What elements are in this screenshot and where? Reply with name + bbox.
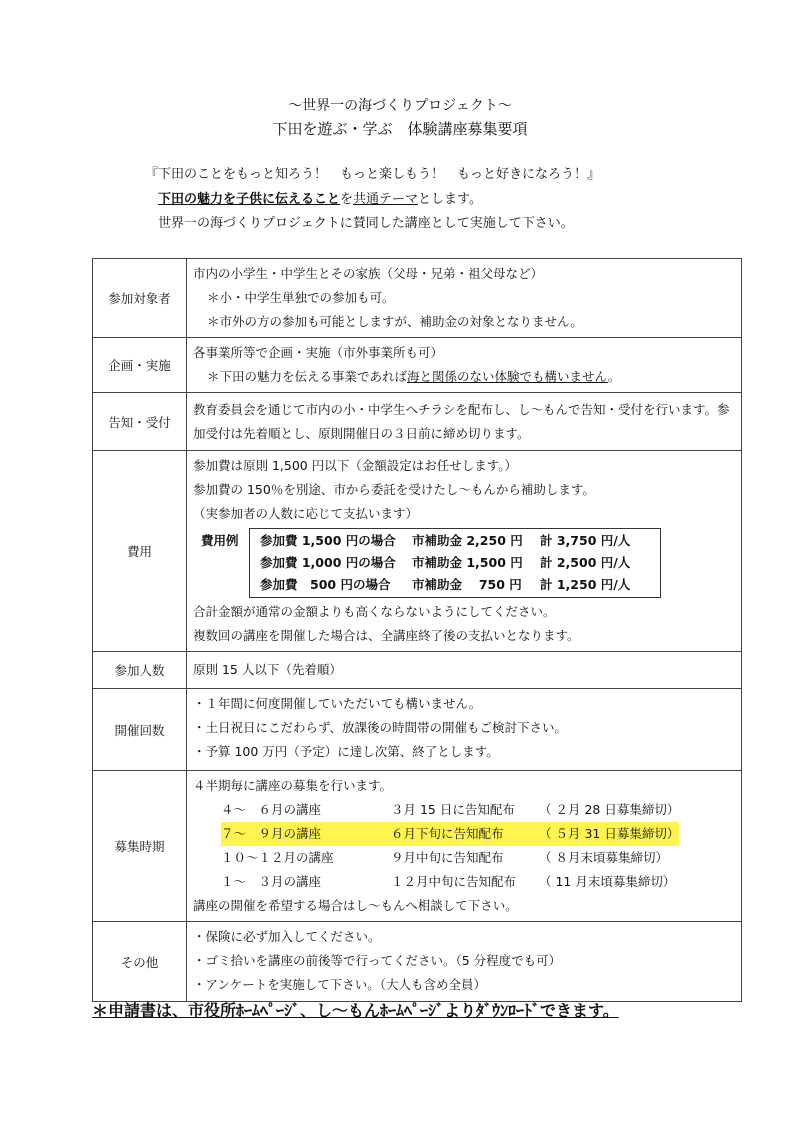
schedule-notice: ３月 15 日に告知配布 bbox=[391, 802, 515, 817]
row-target bbox=[93, 259, 742, 338]
row-content bbox=[187, 922, 742, 1002]
schedule-notice: １２月中旬に告知配布 bbox=[391, 874, 517, 889]
schedule-row bbox=[193, 846, 735, 870]
cost-example-row bbox=[260, 552, 650, 574]
schedule-term: ４〜 ６月の講座 bbox=[221, 802, 322, 817]
cost-line: 参加費の 150％を別途、市から委託を受けたし〜もんから補助します。 bbox=[193, 482, 595, 497]
target-note: ＊市外の方の参加も可能としますが、補助金の対象となりません。 bbox=[207, 314, 583, 329]
theme-common: 共通テーマ bbox=[353, 192, 419, 207]
target-line: 市内の小学生・中学生とその家族（父母・兄弟・祖父母など） bbox=[193, 266, 544, 281]
row-content bbox=[187, 689, 742, 771]
schedule-term: ７〜 ９月の講座 bbox=[221, 826, 322, 841]
cost-example-row bbox=[260, 574, 650, 596]
intro-instruction: 世界一の海づくりプロジェクトに賛同した講座として実施して下さい。 bbox=[158, 216, 574, 231]
recruit-line: 講座の開催を希望する場合はし〜もんへ相談して下さい。 bbox=[193, 898, 518, 913]
example-total: 計 1,250 円/人 bbox=[540, 577, 631, 592]
row-label: 参加対象者 bbox=[93, 259, 187, 338]
row-label: 参加人数 bbox=[93, 652, 187, 689]
plan-note-pre: ＊下田の魅力を伝える事業であれば bbox=[207, 369, 408, 384]
plan-note-end: 。 bbox=[607, 369, 621, 384]
example-fee: 参加費 1,500 円の場合 bbox=[260, 533, 396, 548]
example-subsidy: 市補助金 1,500 円 bbox=[412, 555, 523, 570]
cost-line: （実参加者の人数に応じて支払います） bbox=[193, 506, 419, 521]
theme-end: とします。 bbox=[418, 192, 483, 207]
schedule-term: １〜 ３月の講座 bbox=[221, 874, 322, 889]
other-line: ・保険に必ず加入してください。 bbox=[193, 929, 381, 944]
frequency-line: ・１年間に何度開催していただいても構いません。 bbox=[193, 696, 482, 711]
theme-particle: を bbox=[340, 192, 354, 207]
schedule-deadline: （ ５月 31 日募集締切） bbox=[539, 826, 680, 841]
row-label: その他 bbox=[93, 922, 187, 1002]
row-frequency bbox=[93, 689, 742, 771]
row-content bbox=[187, 652, 742, 689]
plan-note-underline: 海と関係のない体験でも構いません bbox=[407, 369, 608, 384]
project-subtitle: 〜世界一の海づくりプロジェクト〜 bbox=[288, 98, 512, 114]
guideline-table bbox=[92, 258, 742, 1002]
cost-example-table bbox=[249, 528, 661, 598]
highlight-marker bbox=[221, 822, 679, 846]
schedule-deadline: （ 11 月末頃募集締切） bbox=[539, 874, 676, 889]
row-label: 募集時期 bbox=[93, 771, 187, 922]
row-label: 告知・受付 bbox=[93, 393, 187, 451]
frequency-line: ・予算 100 万円（予定）に達し次第、終了とします。 bbox=[193, 744, 499, 759]
row-content bbox=[187, 451, 742, 652]
other-line: ・アンケートを実施して下さい。（大人も含め全員） bbox=[193, 977, 487, 992]
cost-line: 複数回の講座を開催した場合は、全講座終了後の支払いとなります。 bbox=[193, 628, 580, 643]
example-fee: 参加費 500 円の場合 bbox=[260, 577, 391, 592]
schedule-notice: ９月中旬に告知配布 bbox=[391, 850, 504, 865]
recruit-line: ４半期毎に講座の募集を行います。 bbox=[193, 778, 393, 793]
row-content bbox=[187, 771, 742, 922]
example-subsidy: 市補助金 750 円 bbox=[412, 577, 522, 592]
row-content bbox=[187, 338, 742, 393]
example-total: 計 3,750 円/人 bbox=[540, 533, 631, 548]
example-fee: 参加費 1,000 円の場合 bbox=[260, 555, 396, 570]
row-label: 費用 bbox=[93, 451, 187, 652]
row-cost bbox=[93, 451, 742, 652]
row-people bbox=[93, 652, 742, 689]
page-title: 下田を遊ぶ・学ぶ 体験講座募集要項 bbox=[272, 120, 528, 138]
notice-text: 教育委員会を通じて市内の小・中学生へチラシを配布し、し〜もんで告知・受付を行います。参加受付は先着順とし、原則開催日の３日前に締め切ります。 bbox=[193, 401, 730, 441]
row-label: 開催回数 bbox=[93, 689, 187, 771]
row-label: 企画・実施 bbox=[93, 338, 187, 393]
row-recruit bbox=[93, 771, 742, 922]
people-line: 原則 15 人以下（先着順） bbox=[193, 662, 342, 677]
schedule-row bbox=[193, 798, 735, 822]
download-notice: ＊申請書は、市役所ﾎｰﾑﾍﾟｰｼﾞ、し〜もんﾎｰﾑﾍﾟｰｼﾞよりﾀﾞｳﾝﾛｰﾄﾞできます。 bbox=[92, 1001, 619, 1020]
schedule-term: １０〜１２月の講座 bbox=[221, 850, 334, 865]
cost-example bbox=[201, 528, 735, 598]
target-note: ＊小・中学生単独での参加も可。 bbox=[207, 290, 395, 305]
plan-note bbox=[193, 365, 735, 389]
plan-line: 各事業所等で企画・実施（市外事業所も可） bbox=[193, 345, 444, 360]
intro-theme bbox=[158, 188, 482, 207]
schedule-row-highlighted bbox=[193, 822, 735, 846]
example-subsidy: 市補助金 2,250 円 bbox=[412, 533, 523, 548]
row-plan bbox=[93, 338, 742, 393]
cost-example-label: 費用例 bbox=[201, 533, 239, 548]
row-content bbox=[187, 259, 742, 338]
cost-example-row bbox=[260, 530, 650, 552]
schedule-row bbox=[193, 870, 735, 894]
cost-line: 合計金額が通常の金額よりも高くならないようにしてください。 bbox=[193, 604, 556, 619]
other-line: ・ゴミ拾いを講座の前後等で行ってください。（5 分程度でも可） bbox=[193, 953, 562, 968]
row-notice bbox=[93, 393, 742, 451]
cost-line: 参加費は原則 1,500 円以下（金額設定はお任せします。） bbox=[193, 458, 517, 473]
intro-slogan: 『下田のことをもっと知ろう！ もっと楽しもう！ もっと好きになろう！』 bbox=[145, 167, 601, 182]
frequency-line: ・土日祝日にこだわらず、放課後の時間帯の開催もご検討下さい。 bbox=[193, 720, 568, 735]
schedule-notice: ６月下旬に告知配布 bbox=[391, 826, 504, 841]
row-other bbox=[93, 922, 742, 1002]
schedule-deadline: （ ８月末頃募集締切） bbox=[539, 850, 668, 865]
row-content bbox=[187, 393, 742, 451]
theme-bold: 下田の魅力を子供に伝えること bbox=[158, 192, 341, 207]
example-total: 計 2,500 円/人 bbox=[540, 555, 631, 570]
schedule-deadline: （ ２月 28 日募集締切） bbox=[539, 802, 680, 817]
